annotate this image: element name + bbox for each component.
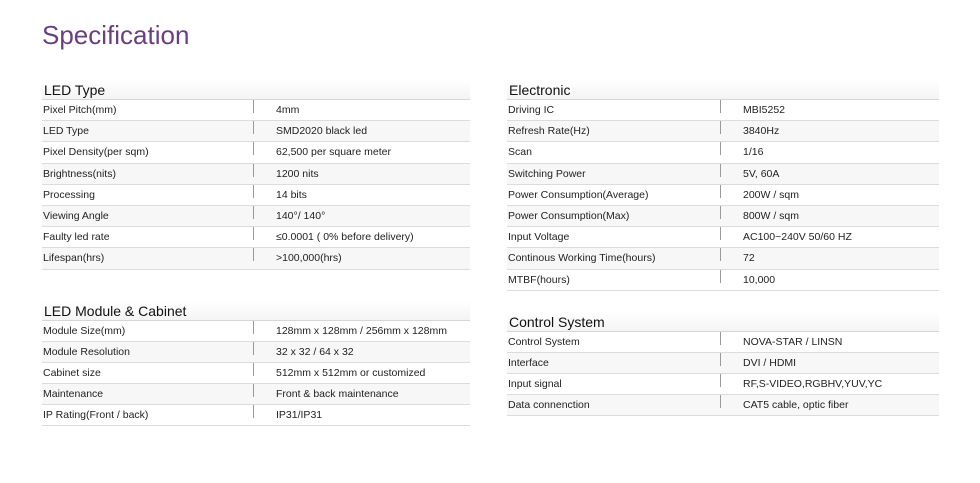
spec-row bbox=[42, 121, 470, 142]
spec-value: >100,000(hrs) bbox=[276, 252, 342, 265]
spec-row bbox=[42, 164, 470, 185]
spec-value: 512mm x 512mm or customized bbox=[276, 366, 426, 379]
spec-row bbox=[507, 142, 939, 163]
spec-row bbox=[507, 248, 939, 269]
spec-row bbox=[42, 248, 470, 269]
spec-row bbox=[507, 395, 939, 416]
spec-row bbox=[42, 342, 470, 363]
spec-label: Refresh Rate(Hz) bbox=[507, 125, 721, 137]
spec-value: 4mm bbox=[276, 104, 300, 117]
spec-label: Pixel Density(per sqm) bbox=[42, 146, 254, 158]
section-heading: LED Type bbox=[42, 80, 470, 100]
spec-label: Module Resolution bbox=[42, 346, 254, 358]
spec-value: IP31/IP31 bbox=[276, 409, 323, 422]
spec-row bbox=[42, 321, 470, 342]
spec-row bbox=[507, 185, 939, 206]
spec-row bbox=[507, 270, 939, 291]
spec-value: CAT5 cable, optic fiber bbox=[743, 399, 849, 412]
spec-value: 140°/ 140° bbox=[276, 210, 326, 223]
spec-value: ≤0.0001 ( 0% before delivery) bbox=[276, 231, 414, 244]
spec-label: Viewing Angle bbox=[42, 210, 254, 222]
spec-row bbox=[42, 142, 470, 163]
spec-label: Scan bbox=[507, 146, 721, 158]
spec-value: 5V, 60A bbox=[743, 167, 780, 180]
spec-row bbox=[507, 206, 939, 227]
section-heading: Control System bbox=[507, 312, 939, 332]
electronic-section bbox=[507, 80, 939, 291]
left-spec-column bbox=[42, 80, 470, 426]
spec-label: Processing bbox=[42, 189, 254, 201]
page-title: Specification bbox=[42, 20, 190, 50]
spec-label: Faulty led rate bbox=[42, 231, 254, 243]
spec-label: Lifespan(hrs) bbox=[42, 252, 254, 264]
spec-value: AC100~240V 50/60 HZ bbox=[743, 231, 852, 244]
spec-label: Module Size(mm) bbox=[42, 325, 254, 337]
spec-label: Brightness(nits) bbox=[42, 168, 254, 180]
spec-value: 14 bits bbox=[276, 188, 307, 201]
spec-row bbox=[507, 100, 939, 121]
spec-label: Maintenance bbox=[42, 388, 254, 400]
spec-row bbox=[507, 374, 939, 395]
spec-row bbox=[507, 121, 939, 142]
spec-label: Input Voltage bbox=[507, 231, 721, 243]
spec-row bbox=[507, 353, 939, 374]
spec-value: SMD2020 black led bbox=[276, 125, 368, 138]
spec-value: 62,500 per square meter bbox=[276, 146, 391, 159]
spec-label: Data connenction bbox=[507, 399, 721, 411]
spec-row bbox=[507, 332, 939, 353]
spec-value: 128mm x 128mm / 256mm x 128mm bbox=[276, 324, 447, 337]
spec-label: LED Type bbox=[42, 125, 254, 137]
spec-label: Driving IC bbox=[507, 104, 721, 116]
spec-row bbox=[42, 185, 470, 206]
spec-value: 3840Hz bbox=[743, 125, 780, 138]
spec-value: Front & back maintenance bbox=[276, 388, 399, 401]
spec-label: IP Rating(Front / back) bbox=[42, 409, 254, 421]
spec-value: RF,S-VIDEO,RGBHV,YUV,YC bbox=[743, 378, 883, 391]
spec-value: 800W / sqm bbox=[743, 210, 800, 223]
section-heading: Electronic bbox=[507, 80, 939, 100]
led-module-cabinet-section bbox=[42, 301, 470, 427]
spec-value: 72 bbox=[743, 252, 755, 265]
right-spec-column bbox=[507, 80, 939, 416]
spec-label: Power Consumption(Max) bbox=[507, 210, 721, 222]
spec-row bbox=[507, 227, 939, 248]
led-type-section bbox=[42, 80, 470, 270]
spec-row bbox=[42, 100, 470, 121]
spec-value: 1200 nits bbox=[276, 167, 319, 180]
control-system-section bbox=[507, 312, 939, 417]
spec-value: DVI / HDMI bbox=[743, 356, 797, 369]
spec-label: Switching Power bbox=[507, 168, 721, 180]
spec-label: Continous Working Time(hours) bbox=[507, 252, 721, 264]
spec-label: Power Consumption(Average) bbox=[507, 189, 721, 201]
spec-value: 32 x 32 / 64 x 32 bbox=[276, 345, 354, 358]
spec-value: 1/16 bbox=[743, 146, 764, 159]
spec-label: Control System bbox=[507, 336, 721, 348]
spec-label: Pixel Pitch(mm) bbox=[42, 104, 254, 116]
spec-row bbox=[42, 405, 470, 426]
spec-label: Cabinet size bbox=[42, 367, 254, 379]
spec-label: MTBF(hours) bbox=[507, 274, 721, 286]
spec-row bbox=[507, 164, 939, 185]
spec-label: Input signal bbox=[507, 378, 721, 390]
spec-row bbox=[42, 384, 470, 405]
spec-value: MBI5252 bbox=[743, 104, 786, 117]
section-heading: LED Module & Cabinet bbox=[42, 301, 470, 321]
spec-row bbox=[42, 227, 470, 248]
spec-row bbox=[42, 363, 470, 384]
spec-value: 10,000 bbox=[743, 273, 776, 286]
spec-value: 200W / sqm bbox=[743, 188, 800, 201]
spec-value: NOVA-STAR / LINSN bbox=[743, 335, 843, 348]
spec-row bbox=[42, 206, 470, 227]
spec-label: Interface bbox=[507, 357, 721, 369]
